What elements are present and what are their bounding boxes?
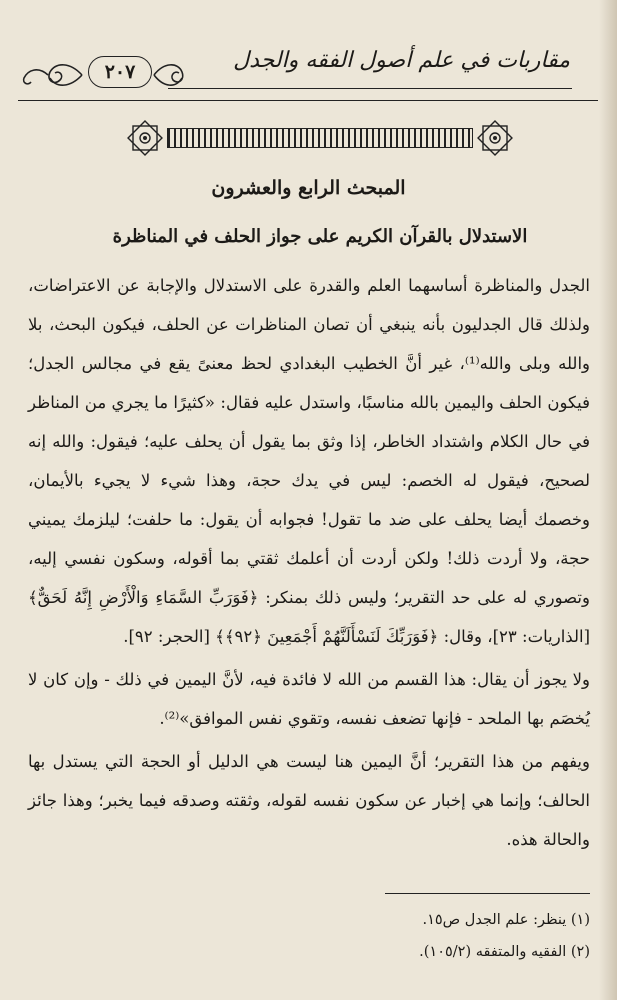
section-subtitle: الاستدلال بالقرآن الكريم على جواز الحلف في المناظرة bbox=[112, 226, 528, 247]
footnotes bbox=[28, 904, 590, 968]
page-number: ٢٠٧ bbox=[88, 56, 152, 88]
main-text bbox=[28, 266, 590, 859]
paragraph: ويفهم من هذا التقرير؛ أنَّ اليمين هنا ليست هي الدليل أو الحجة التي يستدل بها الحالف؛ وإنما هي إخبار عن سكون نفسه لقوله، وثقته وصدقه فيما يخبر؛ وهذا جائز والحالة هذه. bbox=[28, 752, 590, 849]
right-flourish-icon bbox=[152, 58, 192, 92]
paragraph: ولا يجوز أن يقال: هذا القسم من الله لا فائدة فيه، لأنَّ اليمين في ذلك - وإن كان لا يُخصَم بها الملحد - فإنها تضعف نفسه، وتقوي نفس الموافق»⁽²⁾. bbox=[28, 670, 590, 728]
running-title: مقاربات في علم أصول الفقه والجدل bbox=[233, 48, 570, 73]
paragraph: الجدل والمناظرة أساسهما العلم والقدرة على الاستدلال والإجابة عن الاعتراضات، ولذلك قال الجدليون بأنه ينبغي أن تصان المناظرات عن الحلف، فيكون البحث، بلا والله وبلى والله⁽¹⁾، غير أنَّ الخطيب البغدادي لحظ معنىً يقع في مجالس الجدل؛ فيكون الحلف واليمين بالله مناسبًا، واستدل عليه فقال: «كثيرًا ما يجري من المناظر في حال الكلام واشتداد الخاطر، إذا وثق بما يقول أن يحلف عليه؛ فيقول: والله إنه لصحيح، فيقول له الخصم: ليس في يدك حجة، وهذا شيء لا يجيء بالأيمان، وخصمك أيضا يحلف على ضد ما تقول! فجوابه أن يقول: ما حلفت؛ ليلزمك يميني حجة، ولا أردت ذلك! ولكن أردت أن أعلمك ثقتي بما أقوله، وسكون نفسي إليه، وتصوري له على حد التقرير؛ وليس ذلك بمنكر: ﴿فَوَرَبِّ السَّمَاءِ وَالْأَرْضِ إِنَّهُ لَحَقٌّ﴾ [الذاريات: ٢٣]، وقال: ﴿فَوَرَبِّكَ لَنَسْأَلَنَّهُمْ أَجْمَعِينَ ﴿٩٢﴾﴾ [الحجر: ٩٢]. bbox=[28, 276, 590, 646]
footnote: (٢) الفقيه والمتفقه (١٠٥/٢). bbox=[419, 944, 590, 960]
footnote-separator bbox=[385, 893, 590, 894]
footnote: (١) ينظر: علم الجدل ص١٥. bbox=[422, 912, 590, 928]
section-title: المبحث الرابع والعشرون bbox=[211, 177, 406, 199]
star-ornament-icon bbox=[125, 116, 165, 160]
section-ornament bbox=[125, 116, 515, 164]
header-rule bbox=[168, 88, 572, 89]
star-ornament-icon bbox=[475, 116, 515, 160]
header-rule-lower bbox=[18, 100, 598, 101]
left-flourish-icon bbox=[20, 58, 84, 92]
ornament-bar bbox=[167, 128, 473, 148]
page-header bbox=[18, 48, 598, 108]
